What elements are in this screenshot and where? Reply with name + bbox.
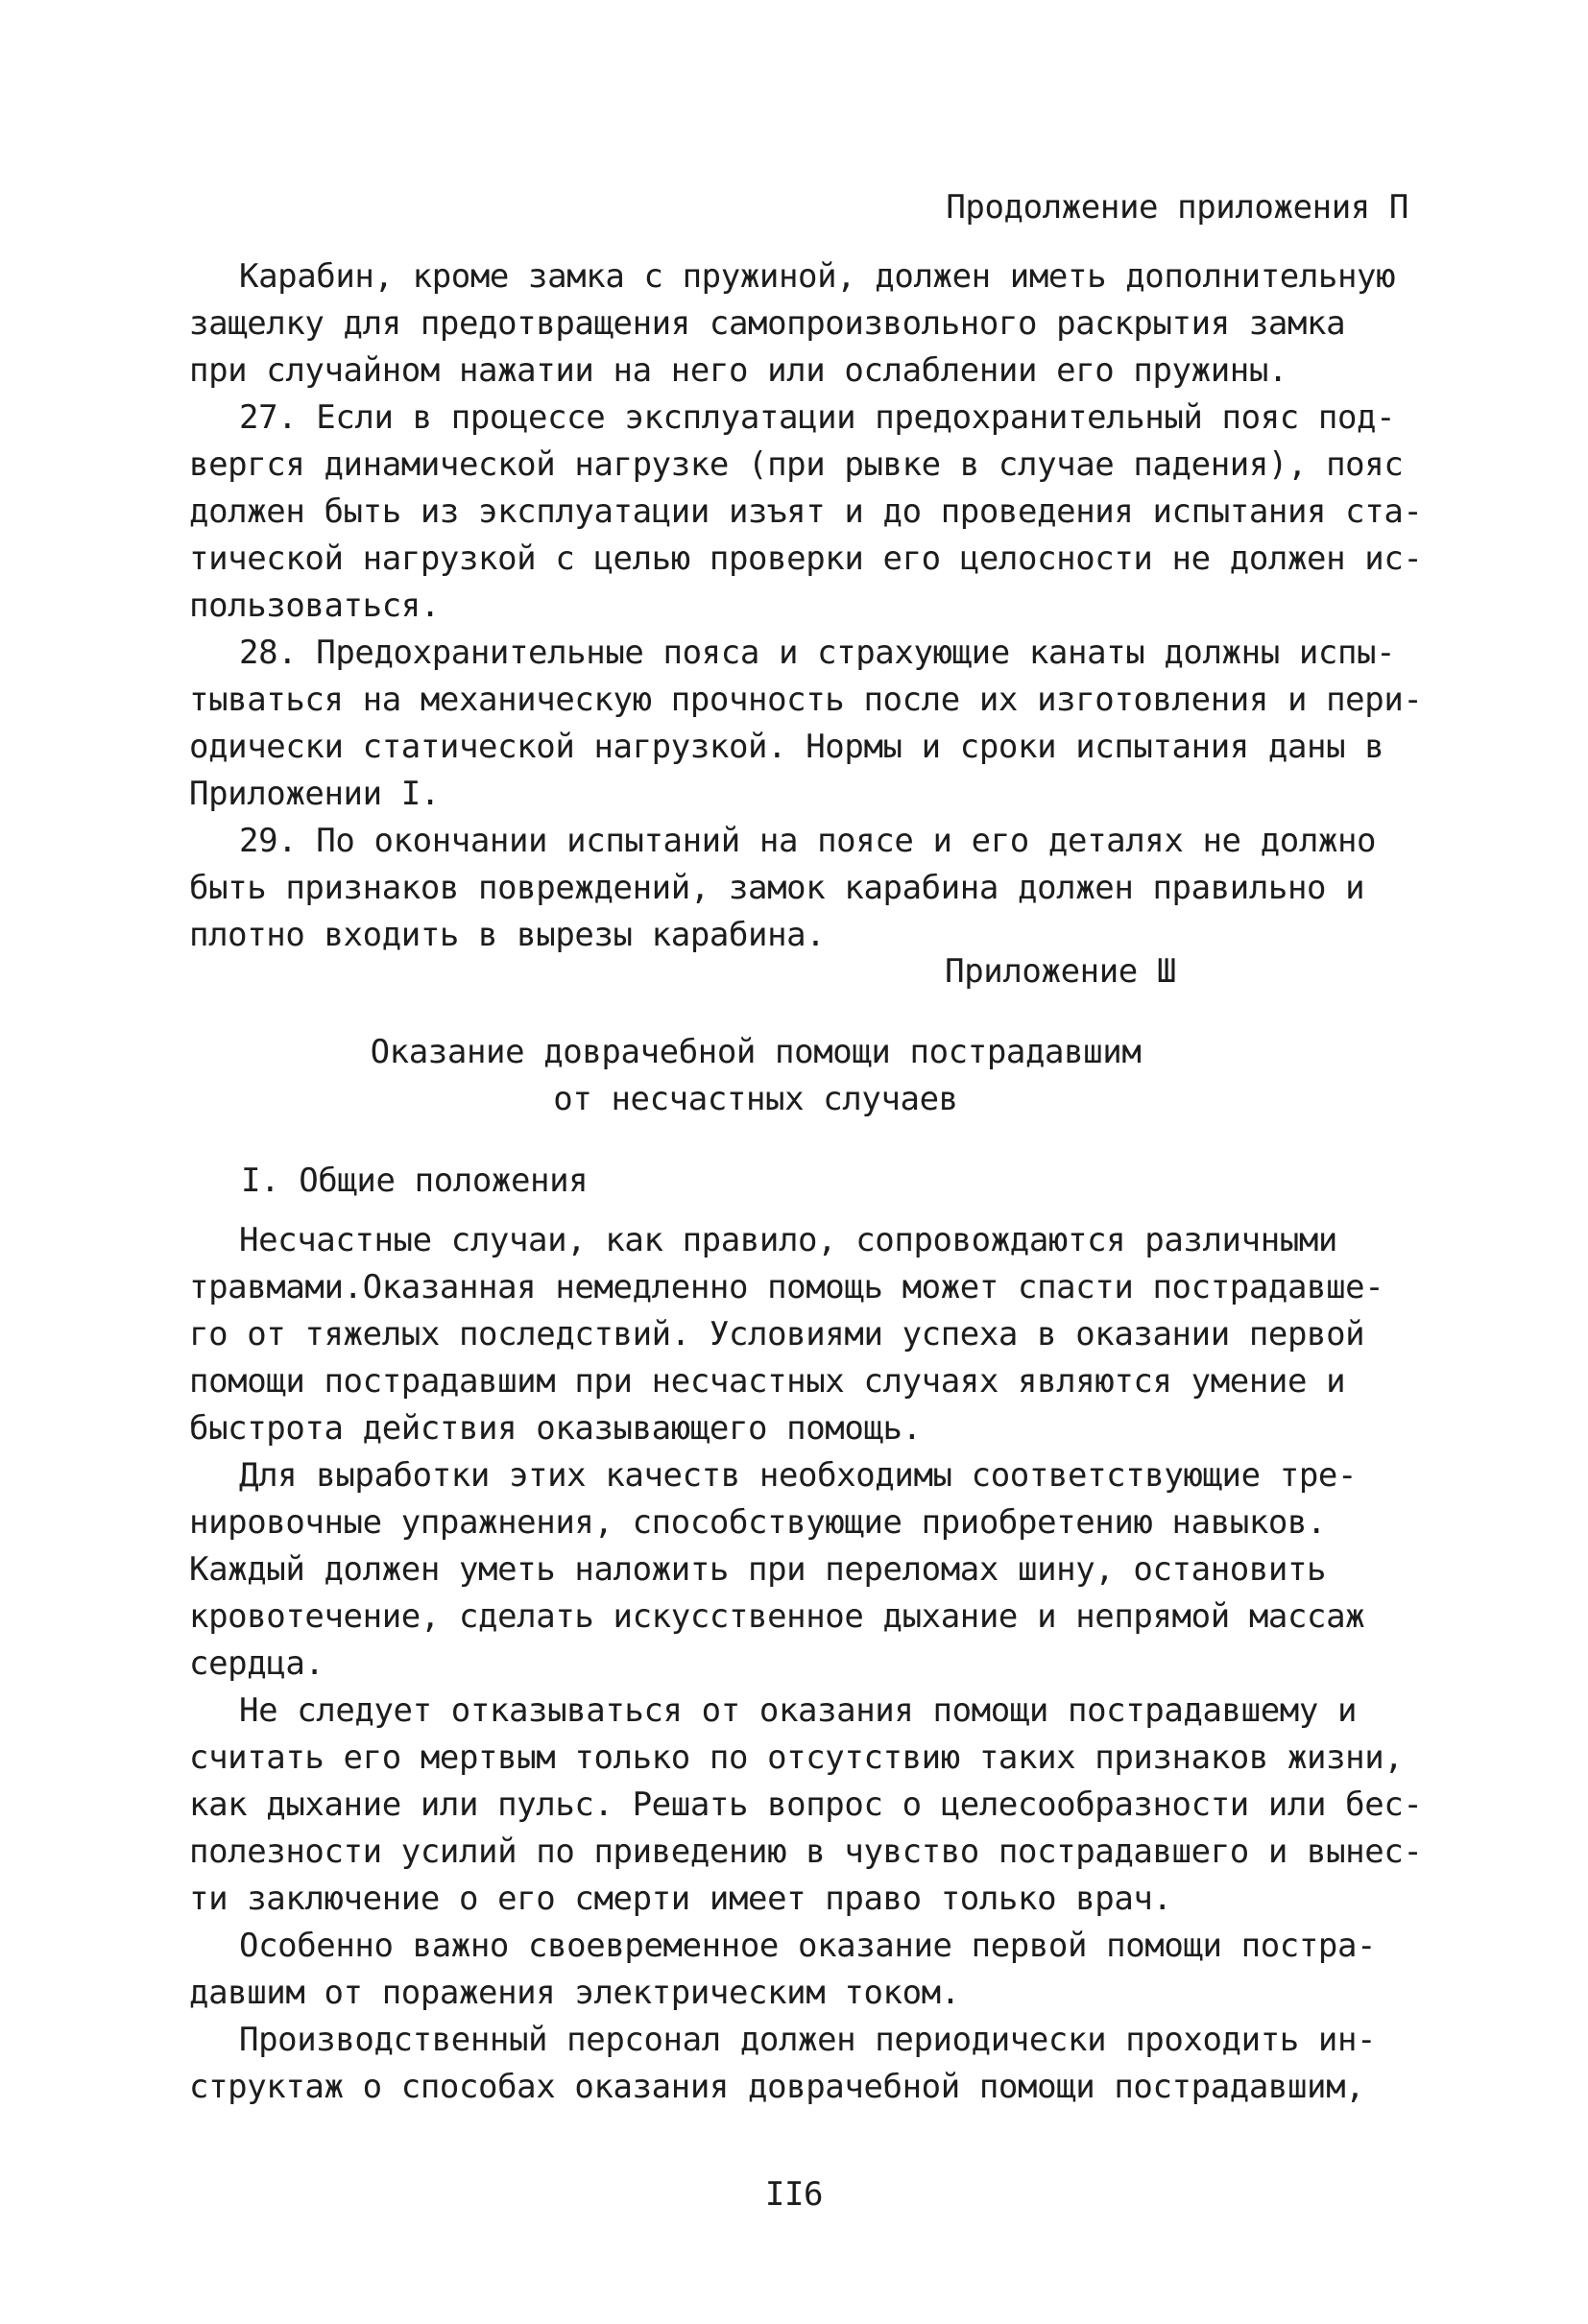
text-line: Каждый должен уметь наложить при переломах шину, остановить [189,1550,1327,1589]
text-line: при случайном нажатии на него или ослаблении его пружины. [189,351,1287,390]
appendix-title-line-1: Оказание доврачебной помощи пострадавшим [370,1033,1142,1071]
text-line: быстрота действия оказывающего помощь. [189,1409,922,1448]
text-line: травмами.Оказанная немедленно помощь может спасти пострадавше- [189,1268,1384,1306]
text-line: нировочные упражнения, способствующие приобретению навыков. [189,1503,1327,1542]
text-line: 27. Если в процессе эксплуатации предохранительный пояс под- [239,398,1396,437]
text-line: одически статической нагрузкой. Нормы и сроки испытания даны в [189,728,1384,766]
text-line: Особенно важно своевременное оказание первой помощи постра- [239,1927,1377,1965]
text-block-safety-belts [189,253,1428,959]
text-line: тической нагрузкой с целью проверки его целосности не должен ис- [189,539,1423,578]
text-line: Не следует отказываться от оказания помощи пострадавшему и [239,1691,1358,1730]
appendix-title-line-2: от несчастных случаев [553,1080,958,1118]
text-line: 29. По окончании испытаний на поясе и его деталях не должно [239,822,1377,860]
text-line: давшим от поражения электрическим током. [189,1974,960,2012]
text-line: тываться на механическую прочность после их изготовления и пери- [189,681,1423,719]
text-line: быть признаков повреждений, замок карабина должен правильно и [189,869,1365,907]
text-line: ти заключение о его смерти имеет право только врач. [189,1880,1172,1918]
text-line: го от тяжелых последствий. Условиями успеха в оказании первой [189,1315,1365,1354]
continuation-header: Продолжение приложения П [946,188,1408,227]
text-line: 28. Предохранительные пояса и страхующие канаты должны испы- [239,634,1396,672]
text-line: Для выработки этих качеств необходимы соответствующие тре- [239,1456,1358,1495]
page-number: II6 [764,2175,824,2214]
text-line: защелку для предотвращения самопроизвольного раскрытия замка [189,304,1346,343]
text-line: помощи пострадавшим при несчастных случаях являются умение и [189,1362,1346,1401]
text-line: Производственный персонал должен периодически проходить ин- [239,2021,1377,2059]
text-block-general-provisions [189,1217,1428,2111]
text-line: пользоваться. [189,587,440,625]
text-line: вергся динамической нагрузке (при рывке в случае падения), пояс [189,445,1404,484]
text-line: как дыхание или пульс. Решать вопрос о целесообразности или бес- [189,1785,1423,1824]
text-line: кровотечение, сделать искусственное дыхание и непрямой массаж [189,1597,1365,1636]
text-line: Несчастные случаи, как правило, сопровождаются различными [239,1221,1337,1259]
section-title: I. Общие положения [241,1162,589,1200]
text-line: полезности усилий по приведению в чувство пострадавшего и вынес- [189,1833,1423,1871]
text-line: Карабин, кроме замка с пружиной, должен иметь дополнительную [239,257,1396,296]
text-line: плотно входить в вырезы карабина. [189,916,826,954]
text-line: Приложении I. [189,775,440,813]
text-line: сердца. [189,1644,325,1683]
text-line: должен быть из эксплуатации изъят и до проведения испытания ста- [189,492,1423,531]
appendix-label: Приложение Ш [945,952,1176,991]
appendix-title [189,1029,1322,1123]
text-line: считать его мертвым только по отсутствию таких признаков жизни, [189,1738,1404,1777]
text-line: структаж о способах оказания доврачебной помощи пострадавшим, [189,2068,1365,2106]
